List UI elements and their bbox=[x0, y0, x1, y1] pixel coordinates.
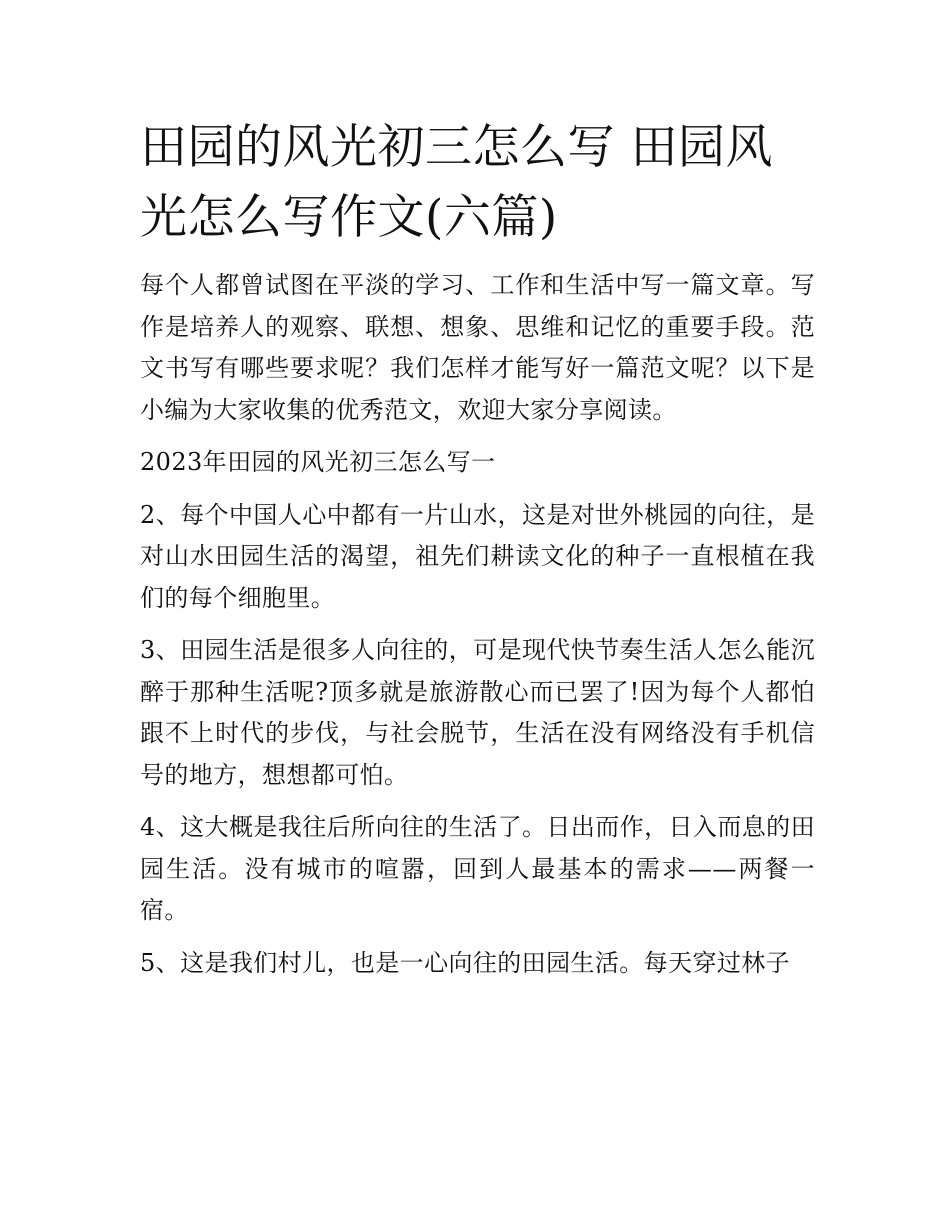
list-item: 3、田园生活是很多人向往的，可是现代快节奏生活人怎么能沉醉于那种生活呢?顶多就是旅游散心而已罢了!因为每个人都怕跟不上时代的步伐，与社会脱节，生活在没有网络没有手机信号的地方，想想都可怕。 bbox=[140, 636, 815, 789]
list-item: 5、这是我们村儿，也是一心向往的田园生活。每天穿过林子 bbox=[140, 948, 791, 977]
section-heading: 2023年田园的风光初三怎么写一 bbox=[140, 448, 496, 476]
intro-paragraph: 每个人都曾试图在平淡的学习、工作和生活中写一篇文章。写作是培养人的观察、联想、想象、思维和记忆的重要手段。范文书写有哪些要求呢？我们怎样才能写好一篇范文呢？以下是小编为大家收集的优秀范文，欢迎大家分享阅读。 bbox=[140, 271, 815, 424]
document-title: 田园的风光初三怎么写 田园风光怎么写作文(六篇) bbox=[140, 120, 773, 245]
list-item: 4、这大概是我往后所向往的生活了。日出而作，日入而息的田园生活。没有城市的喧嚣，回到人最基本的需求——两餐一宿。 bbox=[140, 813, 815, 924]
document-page bbox=[140, 113, 815, 984]
list-item: 2、每个中国人心中都有一片山水，这是对世外桃园的向往，是对山水田园生活的渴望，祖先们耕读文化的种子一直根植在我们的每个细胞里。 bbox=[140, 500, 815, 612]
